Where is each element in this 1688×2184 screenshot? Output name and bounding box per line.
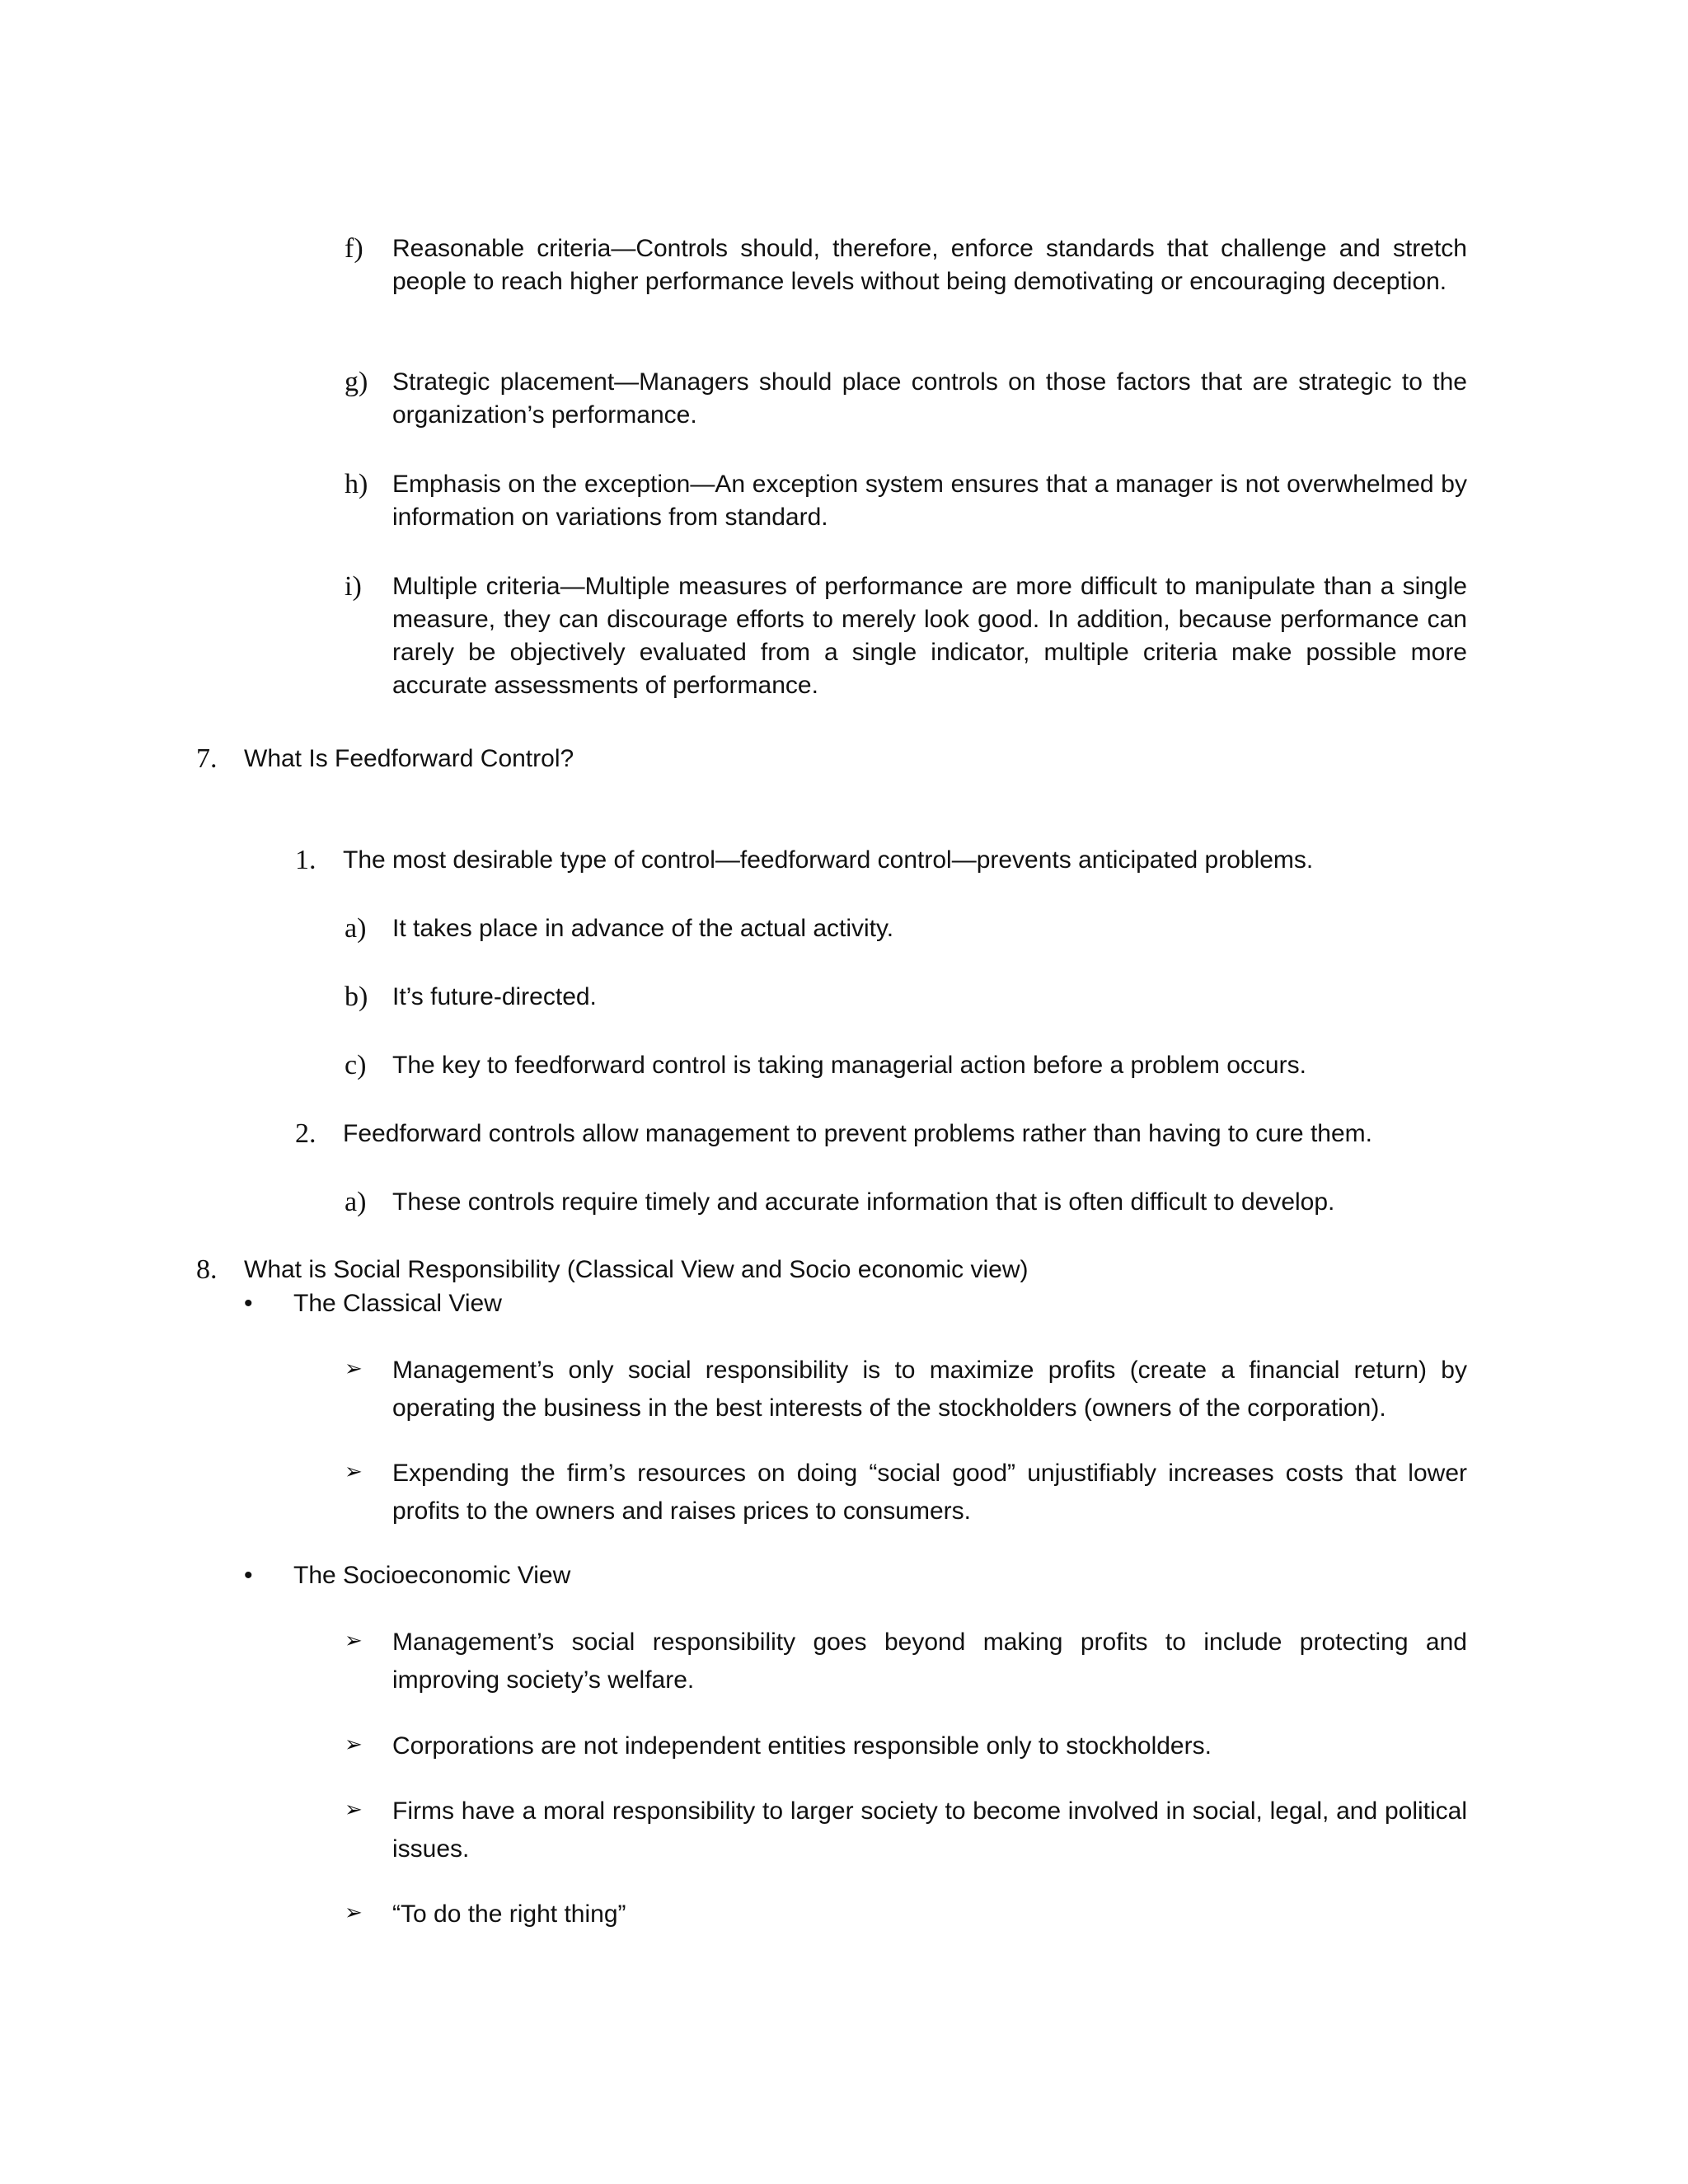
list-marker: h) <box>345 469 368 499</box>
point-text: Management’s social responsibility goes beyond making profits to include protecting and improving society’s welfare. <box>392 1629 1467 1694</box>
question-number: 7. <box>196 743 218 774</box>
arrow-bullet-icon: ➢ <box>345 1628 363 1652</box>
list-item-7-2a <box>345 1186 1467 1219</box>
list-marker: f) <box>345 233 363 264</box>
list-item-7-2 <box>295 1118 1467 1151</box>
question-number: 8. <box>196 1254 218 1285</box>
list-item-7-1b <box>345 981 1467 1014</box>
socioeconomic-point-4 <box>345 1896 1467 1933</box>
list-item-text: The most desirable type of control—feedforward control—prevents anticipated problems. <box>343 846 1314 874</box>
list-marker: a) <box>345 1187 367 1217</box>
question-title: What Is Feedforward Control? <box>244 745 574 772</box>
list-marker: 2. <box>295 1118 316 1149</box>
list-item-g <box>345 366 1467 432</box>
socioeconomic-point-2 <box>345 1727 1467 1765</box>
question-title: What is Social Responsibility (Classical View and Socio economic view) <box>244 1256 1029 1283</box>
list-item-text: Emphasis on the exception—An exception system ensures that a manager is not overwhelmed by information on variations from standard. <box>392 471 1467 531</box>
list-item-text: The key to feedforward control is taking managerial action before a problem occurs. <box>392 1052 1306 1079</box>
list-marker: 1. <box>295 845 316 875</box>
point-text: Corporations are not independent entities responsible only to stockholders. <box>392 1732 1212 1760</box>
section-heading: The Classical View <box>293 1290 502 1317</box>
arrow-bullet-icon: ➢ <box>345 1732 363 1756</box>
list-item-7-1a <box>345 912 1467 945</box>
list-item-7-1 <box>295 844 1467 877</box>
list-item-text: These controls require timely and accurate information that is often difficult to develop. <box>392 1188 1335 1216</box>
arrow-bullet-icon: ➢ <box>345 1459 363 1483</box>
point-text: Expending the firm’s resources on doing “social good” unjustifiably increases costs that lower profits to the owners and raises prices to consumers. <box>392 1460 1467 1525</box>
list-item-text: Strategic placement—Managers should place controls on those factors that are strategic to the organization’s performance. <box>392 368 1467 429</box>
list-marker: b) <box>345 982 368 1012</box>
list-item-text: Feedforward controls allow management to prevent problems rather than having to cure them. <box>343 1120 1372 1147</box>
point-text: Management’s only social responsibility is to maximize profits (create a financial return) by operating the business in the best interests of the stockholders (owners of the corporation). <box>392 1357 1467 1422</box>
list-marker: c) <box>345 1050 367 1080</box>
list-marker: a) <box>345 913 367 944</box>
list-item-text: Multiple criteria—Multiple measures of performance are more difficult to manipulate than a single measure, they can discourage efforts to merely look good. In addition, because performance can rarely be objectively evaluated from a single indicator, multiple criteria make possible more accurate assessments of performance. <box>392 573 1467 699</box>
list-item-f <box>345 232 1467 298</box>
list-marker: i) <box>345 571 362 602</box>
socioeconomic-point-1 <box>345 1624 1467 1699</box>
list-item-text: It’s future-directed. <box>392 983 597 1010</box>
classical-view-heading <box>244 1287 1467 1320</box>
arrow-bullet-icon: ➢ <box>345 1797 363 1821</box>
question-8-heading <box>196 1254 1467 1286</box>
point-text: Firms have a moral responsibility to larger society to become involved in social, legal, and political issues. <box>392 1797 1467 1863</box>
point-text: “To do the right thing” <box>392 1900 626 1928</box>
section-heading: The Socioeconomic View <box>293 1562 571 1589</box>
list-item-h <box>345 468 1467 534</box>
list-item-text: Reasonable criteria—Controls should, therefore, enforce standards that challenge and stretch people to reach higher performance levels without being demotivating or encouraging deception. <box>392 235 1467 295</box>
list-marker: g) <box>345 367 368 397</box>
classical-point-1 <box>345 1352 1467 1427</box>
classical-point-2 <box>345 1455 1467 1530</box>
arrow-bullet-icon: ➢ <box>345 1356 363 1380</box>
list-item-text: It takes place in advance of the actual activity. <box>392 915 894 942</box>
list-item-7-1c <box>345 1049 1467 1082</box>
arrow-bullet-icon: ➢ <box>345 1900 363 1924</box>
list-item-i <box>345 570 1467 702</box>
question-7-heading <box>196 743 1467 776</box>
socioeconomic-view-heading <box>244 1559 1467 1592</box>
bullet-icon: • <box>244 1290 253 1317</box>
bullet-icon: • <box>244 1562 253 1589</box>
socioeconomic-point-3 <box>345 1793 1467 1868</box>
